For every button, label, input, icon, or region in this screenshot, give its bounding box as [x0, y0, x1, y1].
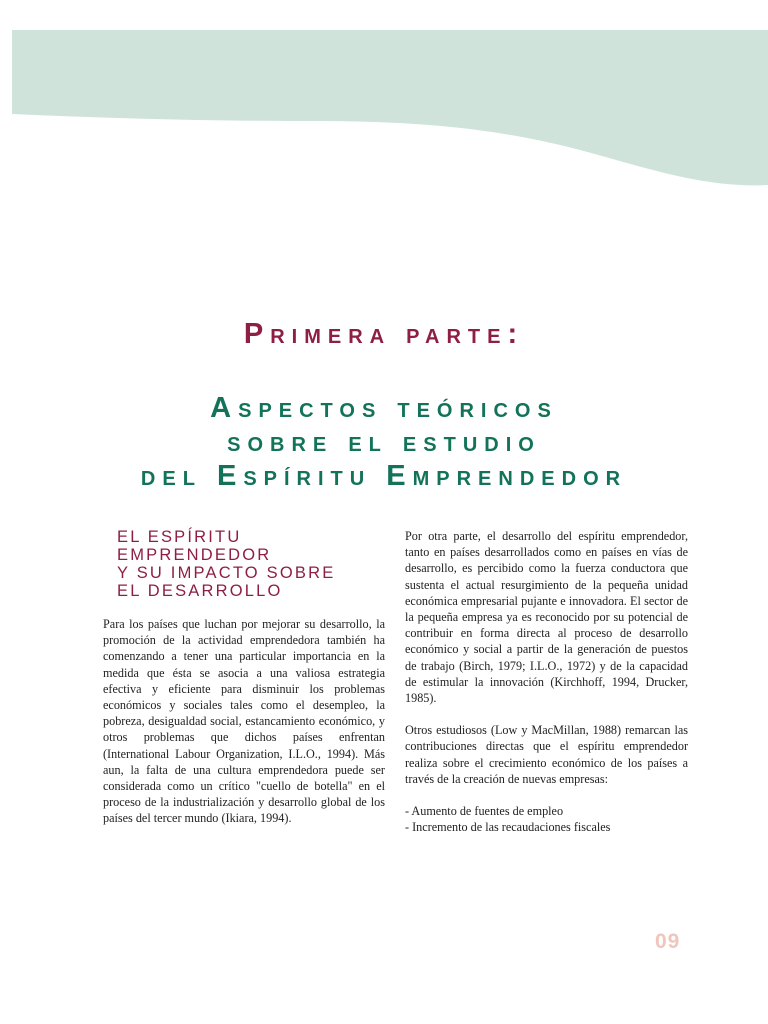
list-item: - Aumento de fuentes de empleo	[405, 804, 564, 819]
right-paragraph-2: Otros estudiosos (Low y MacMillan, 1988) remarcan las contribuciones directas que el espíritu emprendedor realiza sobre el crecimiento económico de los países a través de la creación de nuevas empresas:	[405, 723, 688, 786]
list-item: - Incremento de las recaudaciones fiscales	[405, 820, 611, 835]
section-heading-line: EL ESPÍRITU	[117, 528, 242, 546]
main-title-line: del Espíritu Emprendedor	[140, 460, 628, 492]
section-heading-line: EL DESARROLLO	[117, 582, 283, 600]
main-title	[0, 391, 768, 493]
left-paragraph: Para los países que luchan por mejorar su desarrollo, la promoción de la actividad emprendedora también ha comenzando a tener una particular importancia en la medida que ésta se asocia a una valiosa estrategia efectiva y eficiente para disminuir los problemas económicos y sociales tales como el desempleo, la pobreza, desigualdad social, estancamiento económico, y otros problemas que dichos países enfrentan (International Labour Organization, I.L.O., 1994). Más aun, la falta de una cultura emprendedora puede ser considerada como un crítico "cuello de botella" en el proceso de la industrialización y desarrollo global de los países del tercer mundo (Ikiara, 1994).	[103, 617, 385, 826]
header-wave-decoration	[0, 0, 768, 200]
part-title: Primera parte:	[243, 318, 525, 350]
right-paragraph-1: Por otra parte, el desarrollo del espíritu emprendedor, tanto en países desarrollados como en países en vías de desarrollo, es percibido como la fuerza conductora que sustenta el actual resurgimiento de la pequeña unidad económica empresarial pujante e innovadora. El sector de la pequeña empresa ya es reconocido por su potencial de contribuir en forma directa al proceso de desarrollo económico y social a partir de la generación de puestos de trabajo (Birch, 1979; I.L.O., 1972) y de la capacidad de estimular la innovación (Kirchhoff, 1994, Drucker, 1985).	[405, 529, 688, 706]
main-title-line: Aspectos teóricos	[210, 392, 558, 424]
left-column	[103, 528, 385, 843]
contribution-list	[405, 803, 688, 835]
page-number: 09	[655, 930, 681, 953]
section-heading	[117, 528, 385, 600]
section-heading-line: Y SU IMPACTO SOBRE	[117, 564, 336, 582]
right-column	[405, 528, 688, 835]
main-title-line: sobre el estudio	[227, 426, 541, 458]
section-heading-line: EMPRENDEDOR	[117, 546, 272, 564]
title-block	[0, 318, 768, 493]
